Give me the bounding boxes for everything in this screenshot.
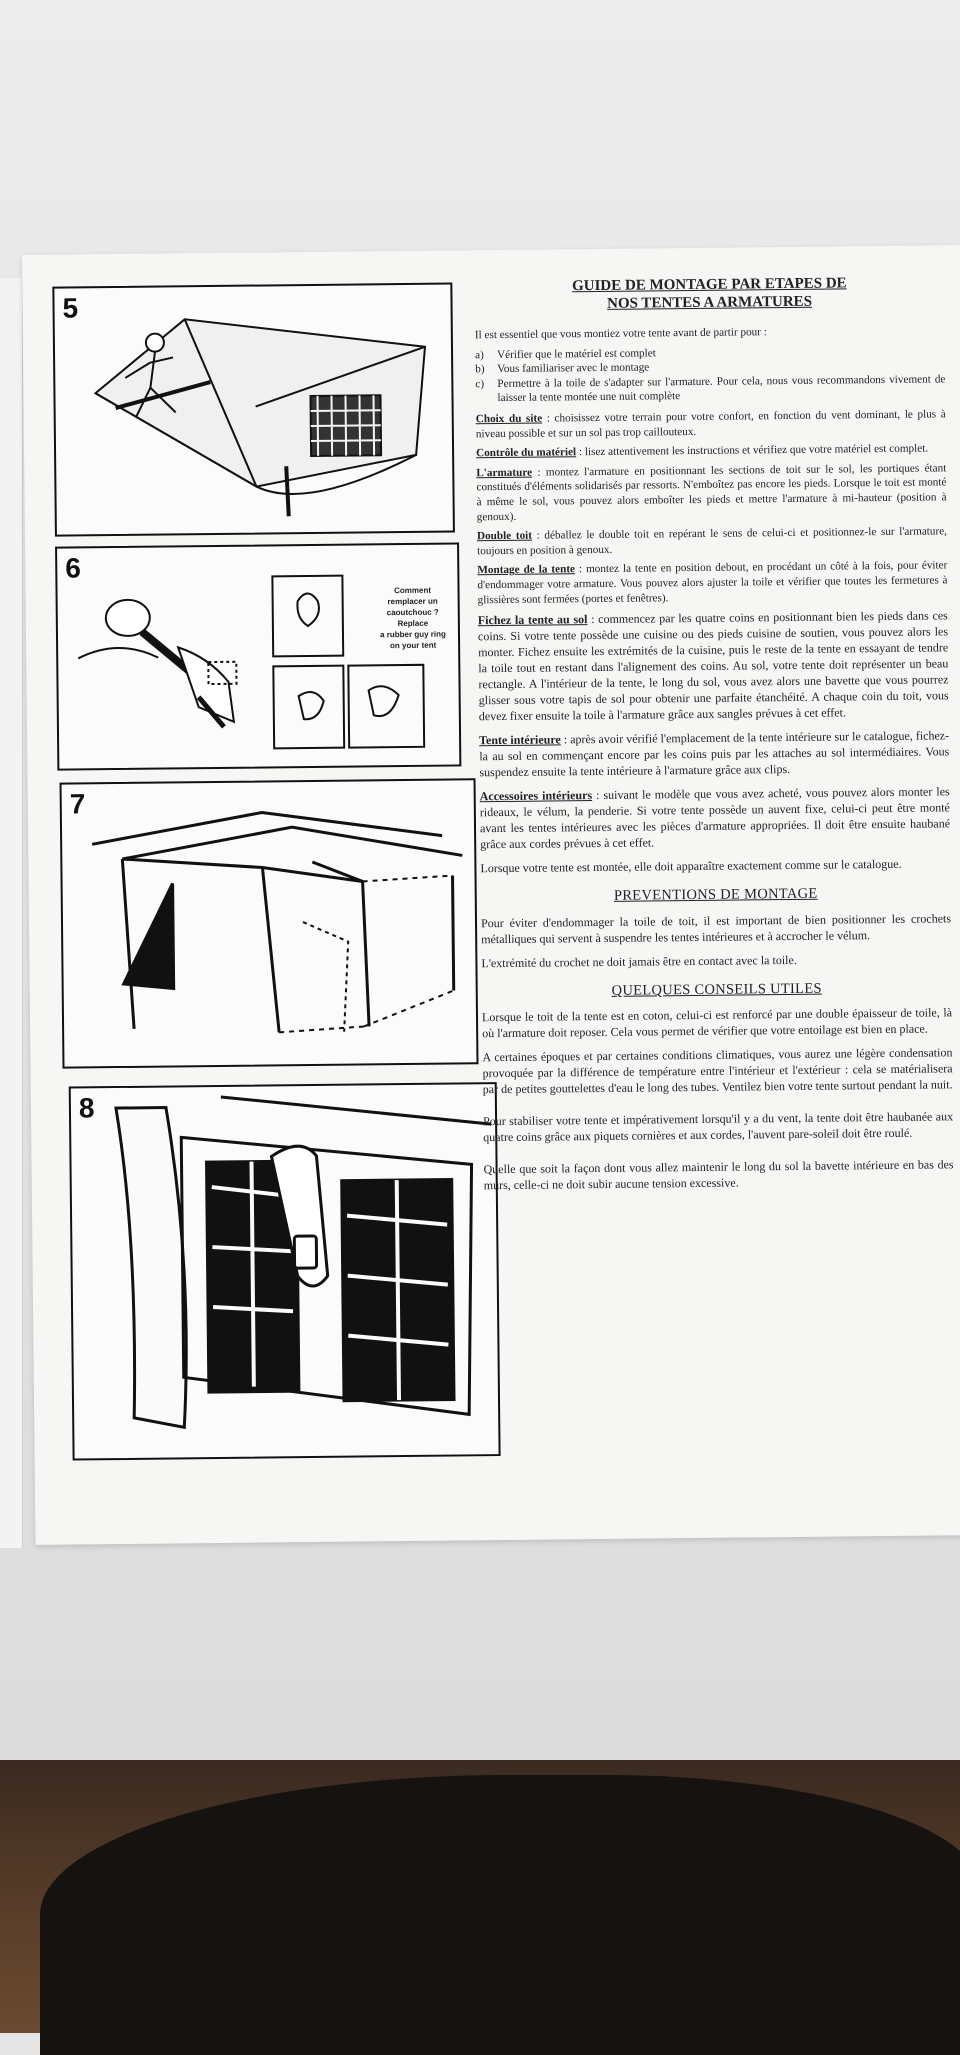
paragraph-choix-du-site: Choix du site : choisissez votre terrain pour votre confort, en fonction du vent dominant, le plus à niveau possible et sur un sol pas trop caillouteux. xyxy=(475,408,946,440)
prevention-paragraph: Pour éviter d'endommager la toile de toit, il est important de bien positionner les crochets métalliques qui servent à suspendre les tentes intérieures et à accrocher le vélum. xyxy=(480,910,952,946)
instructions-text xyxy=(474,273,954,1201)
step-number: 7 xyxy=(69,788,86,820)
list-item: c) Permettre à la toile de s'adapter sur l'armature. Pour cela, nous vous recommandons vivement de laisser la tente montée une nuit complète xyxy=(475,373,946,405)
dark-object xyxy=(40,1775,960,2055)
title-line: NOS TENTES A ARMATURES xyxy=(606,293,813,312)
guide-title xyxy=(474,273,944,314)
step-5-illustration xyxy=(54,285,453,535)
step-8-panel xyxy=(69,1082,501,1460)
paragraph-double-toit: Double toit : déballez le double toit en repérant le sens de celui-ci et positionnez-le sur l'armature, toujours en position à genoux. xyxy=(476,525,948,557)
step-number: 5 xyxy=(62,292,79,324)
title-line: GUIDE DE MONTAGE PAR ETAPES DE xyxy=(571,275,847,295)
intro-text: Il est essentiel que vous montiez votre tente avant de partir pour : xyxy=(474,326,767,342)
conseil-paragraph: Pour stabiliser votre tente et impérativement lorsqu'il y a du vent, la tente doit être haubanée aux quatre coins grâce aux piquets cornières et aux cordes, l'auvent pare-soleil doit être roulé. xyxy=(483,1109,954,1145)
paragraph-controle-materiel: Contrôle du matériel : lisez attentivement les instructions et vérifiez que votre matériel est complet. xyxy=(476,442,929,460)
paragraph-fichez-tente: Fichez la tente au sol : commencez par les quatre coins en positionnant bien les pieds dans ces coins. Si votre tente possède une cuisine ou des pieds cuisine de soutien, vous pouvez alors les monter. Fichez ensuite les extrémités de la cuisine, puis le reste de la tente en essayant de tendre la toile tout en restant dans l'alignement des coins. Au sol, votre tente doit représenter un beau rectangle. A l'intérieur de la tente, le long du sol, vous avez alors une bavette que vous pourrez glisser sous votre tapis de sol pour obtenir une parfaite étanchéité. A chaque coin du toit, vous devez fixer ensuite la toile à l'armature grâce aux sangles prévues à cet effet. xyxy=(477,608,949,724)
paragraph-armature: L'armature : montez l'armature en positionnant les sections de toit sur le sol, les portiques étant constitués d'éléments solidarisés par ressorts. N'emboîtez pas encore les pieds. Lorsque le toit est monté à même le sol, vous pouvez alors emboîter les pieds et mettre l'armature à mi-hauteur (position à genoux). xyxy=(476,462,947,523)
step-6-panel xyxy=(55,542,461,770)
step-number: 8 xyxy=(78,1092,95,1124)
caption-line: a rubber guy ring xyxy=(380,629,446,640)
caption-line: on your tent xyxy=(389,640,437,651)
step-7-panel xyxy=(60,778,479,1068)
list-item: b) Vous familiariser avec le montage xyxy=(475,361,650,376)
caption-line: Replace xyxy=(397,618,429,629)
list-item: a) Vérifier que le matériel est complet xyxy=(475,346,656,361)
step-number: 6 xyxy=(65,552,82,584)
paragraph-tente-interieure: Tente intérieure : après avoir vérifié l'emplacement de la tente intérieure sur le catalogue, fichez-la au sol en commençant encore par les coins puis par les attaches au sol intermédiaires. Vous suspendez ensuite la tente intérieure à l'armature grâce aux clips. xyxy=(479,728,950,780)
large-text-block xyxy=(478,607,954,1193)
conseils-heading: QUELQUES CONSEILS UTILES xyxy=(611,980,822,999)
conseil-paragraph: A certaines époques et par certaines conditions climatiques, vous aurez une légère condensation provoquée par la différence de température entre l'intérieur et l'extérieur : cela se matérialisera par de petites gouttelettes d'eau le long des tubes. Ventilez bien votre tente surtout pendant la nuit. xyxy=(482,1045,953,1097)
conseil-paragraph: Lorsque le toit de la tente est en coton, celui-ci est renforcé par une double épaisseur de toile, là où l'armature doit reposer. Cela vous permet de vérifier que votre entoilage est bien en place. xyxy=(481,1005,953,1041)
paragraph-accessoires: Accessoires intérieurs : suivant le modèle que vous avez acheté, vous pouvez alors monter les rideaux, le vélum, la penderie. Si votre tente possède un auvent fixe, celui-ci peut être monté avant les tentes intérieures avec les pièces d'armature appropriées. Il doit être ensuite haubané grâce aux cordes prévues à cet effet. xyxy=(479,784,951,852)
caption-line: remplacer un xyxy=(387,596,438,607)
paragraph-catalogue: Lorsque votre tente est montée, elle doit apparaître exactement comme sur le catalogue. xyxy=(480,856,902,876)
back-sheet-edge xyxy=(0,278,23,1548)
step-6-illustration xyxy=(57,544,459,768)
instruction-sheet xyxy=(22,245,960,1545)
preventions-heading: PREVENTIONS DE MONTAGE xyxy=(613,885,818,904)
step-7-illustration xyxy=(62,780,477,1066)
caption-line: caoutchouc ? xyxy=(386,607,439,618)
paragraph-montage-tente: Montage de la tente : montez la tente en position debout, en procédant un côté à la fois, pour éviter d'endommager votre armature. Vous pouvez alors ajuster la toile et vérifier que toutes les fermetures à glissières sont fermées (portes et fenêtres). xyxy=(477,559,948,606)
prevention-paragraph: L'extrémité du crochet ne doit jamais être en contact avec la toile. xyxy=(481,952,797,970)
rubber-ring-caption xyxy=(367,584,458,651)
caption-line: Comment xyxy=(394,585,432,596)
intro-list xyxy=(475,343,946,406)
conseil-paragraph: Quelle que soit la façon dont vous allez maintenir le long du sol la bavette intérieure en bas des murs, celle-ci ne doit subir aucune tension excessive. xyxy=(483,1157,954,1193)
step-8-illustration xyxy=(71,1084,499,1458)
step-5-panel xyxy=(52,282,455,536)
